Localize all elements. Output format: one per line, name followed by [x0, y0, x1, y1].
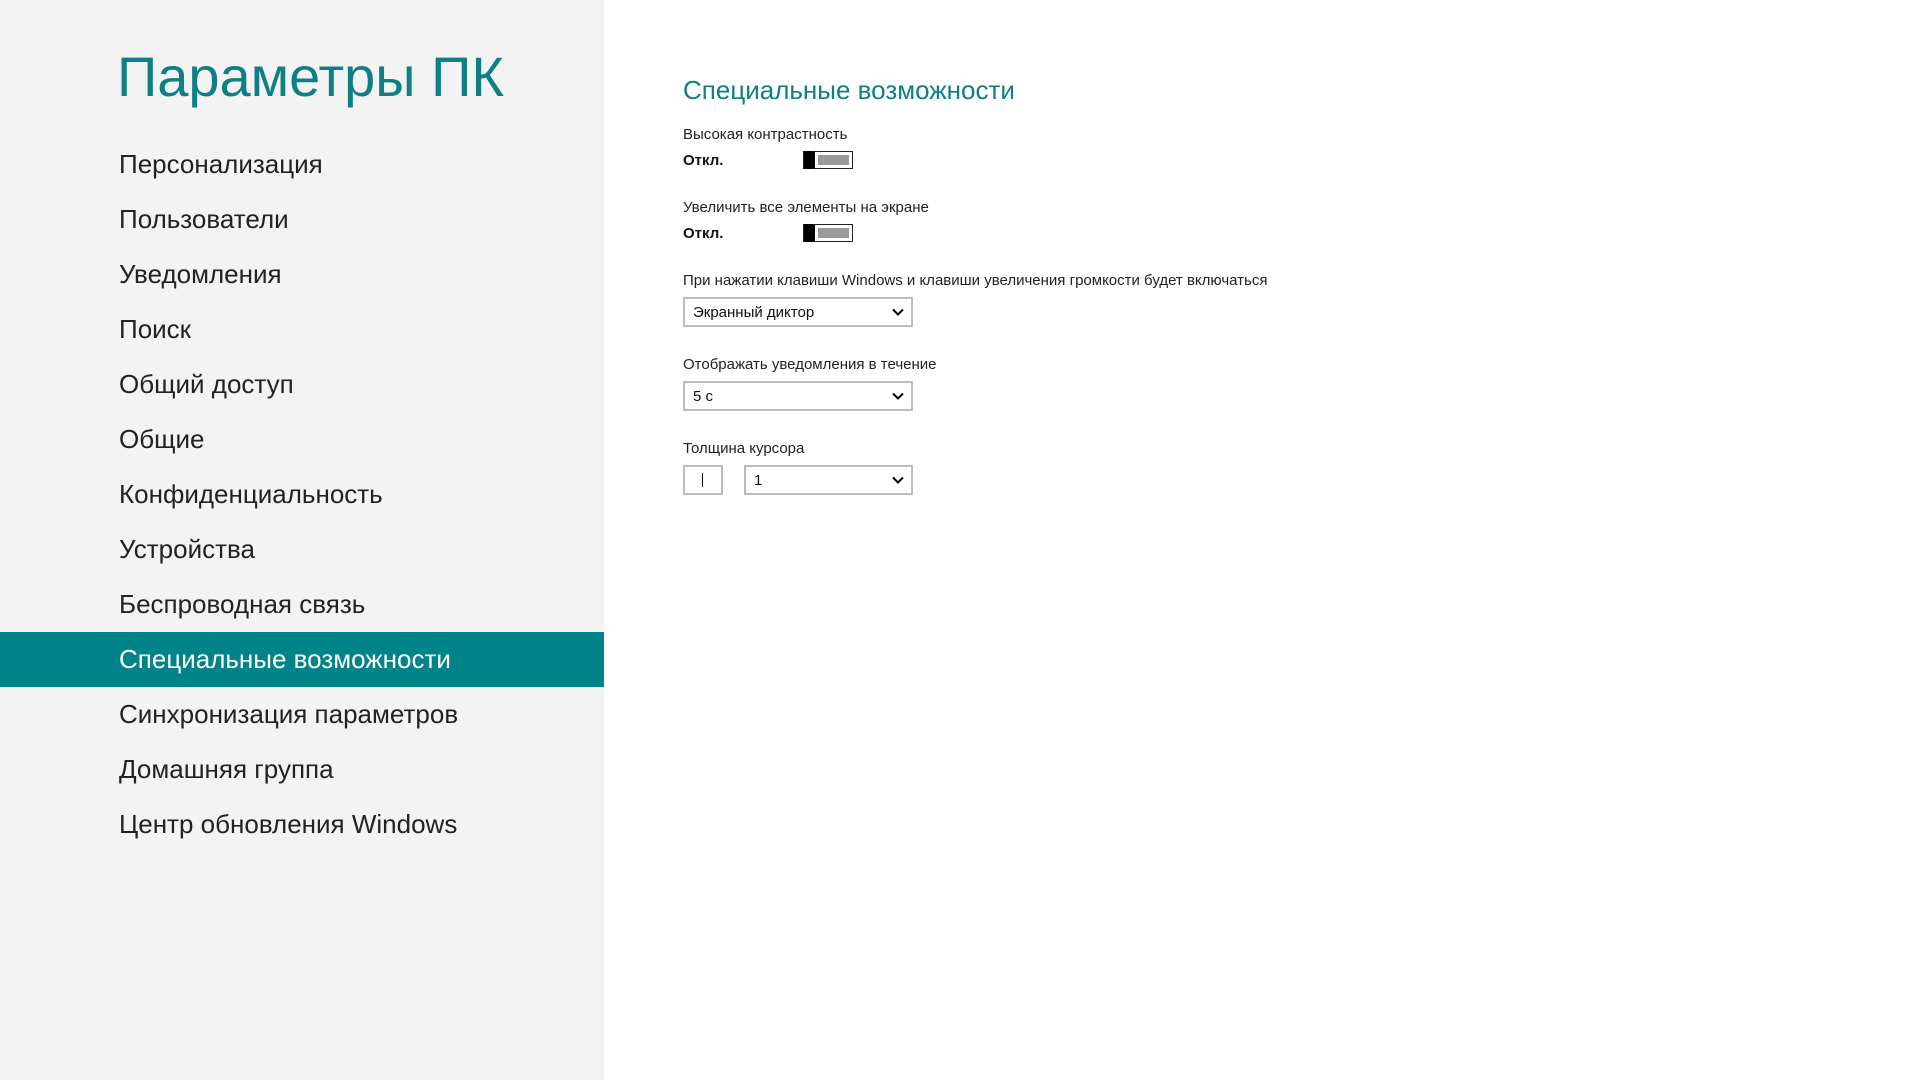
enlarge-label: Увеличить все элементы на экране: [683, 199, 929, 216]
main-content: [683, 0, 1883, 1080]
page-title: Специальные возможности: [683, 75, 1015, 105]
cursor-thickness-value: 1: [754, 472, 763, 489]
cursor-thickness-select[interactable]: [744, 465, 913, 495]
chevron-down-icon: [891, 389, 905, 403]
toggle-thumb: [804, 224, 815, 242]
cursor-preview-bar: [702, 473, 703, 487]
sidebar-item-sync-settings[interactable]: Синхронизация параметров: [119, 699, 459, 729]
high-contrast-label: Высокая контрастность: [683, 126, 848, 143]
sidebar-item-sharing[interactable]: Общий доступ: [119, 369, 294, 399]
high-contrast-toggle[interactable]: [803, 151, 853, 169]
enlarge-toggle[interactable]: [803, 224, 853, 242]
chevron-down-icon: [891, 305, 905, 319]
high-contrast-state: Откл.: [683, 152, 724, 169]
sidebar: [0, 0, 604, 1080]
win-volume-select[interactable]: [683, 297, 913, 327]
sidebar-item-general[interactable]: Общие: [119, 424, 205, 454]
toggle-thumb: [804, 151, 815, 169]
sidebar-item-personalization[interactable]: Персонализация: [119, 149, 323, 179]
sidebar-item-search[interactable]: Поиск: [119, 314, 192, 344]
notifications-duration-value: 5 с: [693, 388, 714, 405]
sidebar-item-windows-update[interactable]: Центр обновления Windows: [119, 809, 458, 839]
sidebar-item-notifications[interactable]: Уведомления: [119, 259, 282, 289]
notifications-duration-select[interactable]: [683, 381, 913, 411]
enlarge-state: Откл.: [683, 225, 724, 242]
toggle-track: [818, 155, 849, 165]
sidebar-item-ease-of-access[interactable]: Специальные возможности: [0, 632, 604, 687]
toggle-track: [818, 228, 849, 238]
sidebar-item-users[interactable]: Пользователи: [119, 204, 289, 234]
sidebar-item-homegroup[interactable]: Домашняя группа: [119, 754, 334, 784]
sidebar-item-devices[interactable]: Устройства: [119, 534, 256, 564]
win-volume-label: При нажатии клавиши Windows и клавиши увеличения громкости будет включаться: [683, 272, 1268, 289]
sidebar-item-privacy[interactable]: Конфиденциальность: [119, 479, 383, 509]
app-title: Параметры ПК: [117, 45, 504, 108]
sidebar-item-wireless[interactable]: Беспроводная связь: [119, 589, 366, 619]
cursor-preview: [683, 465, 723, 495]
notifications-duration-label: Отображать уведомления в течение: [683, 356, 937, 373]
chevron-down-icon: [891, 473, 905, 487]
settings-nav: [0, 137, 604, 852]
cursor-thickness-label: Толщина курсора: [683, 440, 805, 457]
win-volume-value: Экранный диктор: [693, 304, 815, 321]
